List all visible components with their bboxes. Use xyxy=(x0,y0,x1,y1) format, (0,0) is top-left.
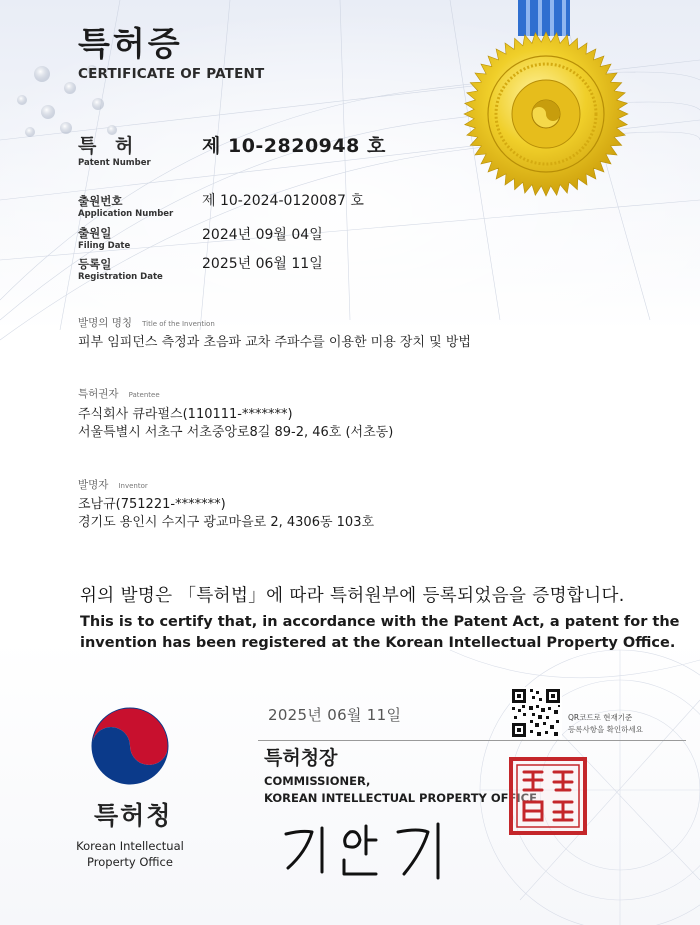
application-number-label xyxy=(78,193,173,219)
filing-date-label-en: Filing Date xyxy=(78,241,131,251)
invention-title-value: 피부 임피던스 측정과 초음파 교차 주파수를 이용한 미용 장치 및 방법 xyxy=(78,335,471,350)
patent-number-label xyxy=(78,131,151,168)
patentee-name: 주식회사 큐라펄스(110111-*******) xyxy=(78,407,293,422)
qr-note-line2: 등록사항을 확인하세요 xyxy=(568,725,643,734)
office-name-ko: 특허청 xyxy=(94,801,173,830)
commissioner-title-en-line2: KOREAN INTELLECTUAL PROPERTY OFFICE xyxy=(264,791,537,805)
inventor-label-en: Inventor xyxy=(118,482,148,490)
patentee-heading xyxy=(78,386,160,401)
filing-date-value: 2024년 09월 04일 xyxy=(202,227,323,243)
certificate-title: 특허증 xyxy=(78,24,183,63)
inventor-heading xyxy=(78,477,148,492)
office-name-en xyxy=(60,838,200,870)
application-number-label-ko: 출원번호 xyxy=(78,194,123,208)
certification-statement-en-line2: invention has been registered at the Korean Intellectual Property Office. xyxy=(80,635,676,651)
patentee-label-ko: 특허권자 xyxy=(78,388,119,400)
registration-date-label xyxy=(78,256,163,282)
application-number-value: 제 10-2024-0120087 호 xyxy=(202,193,364,209)
patent-number-label-en: Patent Number xyxy=(78,158,151,168)
inventor-label-ko: 발명자 xyxy=(78,479,109,491)
qr-note-line1: QR코드로 현재기준 xyxy=(568,713,633,722)
registration-date-label-en: Registration Date xyxy=(78,272,163,282)
invention-title-label-ko: 발명의 명칭 xyxy=(78,317,133,329)
filing-date-label-ko: 출원일 xyxy=(78,226,112,240)
commissioner-signature xyxy=(272,818,452,888)
government-emblem-icon xyxy=(90,706,170,786)
certification-statement-en-line1: This is to certify that, in accordance with the Patent Act, a patent for the xyxy=(80,614,680,630)
office-name-en-line2: Property Office xyxy=(87,855,173,869)
filing-date-label xyxy=(78,225,130,251)
patent-number-label-ko: 특 허 xyxy=(78,135,140,157)
invention-title-label-en: Title of the Invention xyxy=(142,320,215,328)
application-number-label-en: Application Number xyxy=(78,209,174,219)
registration-date-value: 2025년 06월 11일 xyxy=(202,256,323,272)
patentee-label-en: Patentee xyxy=(128,391,160,399)
signature-divider xyxy=(258,740,686,741)
qr-code-icon[interactable] xyxy=(510,687,562,739)
commissioner-title-ko: 특허청장 xyxy=(264,747,338,769)
registration-date-label-ko: 등록일 xyxy=(78,257,112,271)
inventor-name: 조남규(751221-*******) xyxy=(78,497,226,512)
invention-title-heading xyxy=(78,315,215,330)
official-stamp-icon xyxy=(508,756,588,836)
inventor-address: 경기도 용인시 수지구 광교마을로 2, 4306동 103호 xyxy=(78,515,375,530)
office-name-en-line1: Korean Intellectual xyxy=(76,839,184,853)
patent-number-value: 제 10-2820948 호 xyxy=(202,135,386,157)
gold-seal-icon xyxy=(460,28,632,200)
certification-statement-ko: 위의 발명은 「특허법」에 따라 특허원부에 등록되었음을 증명합니다. xyxy=(80,586,625,606)
issue-date: 2025년 06월 11일 xyxy=(268,706,402,724)
commissioner-title-en-line1: COMMISSIONER, xyxy=(264,774,371,788)
patentee-address: 서울특별시 서초구 서초중앙로8길 89-2, 46호 (서초동) xyxy=(78,425,394,440)
qr-note xyxy=(568,712,678,736)
certificate-title-english: CERTIFICATE OF PATENT xyxy=(78,66,265,82)
